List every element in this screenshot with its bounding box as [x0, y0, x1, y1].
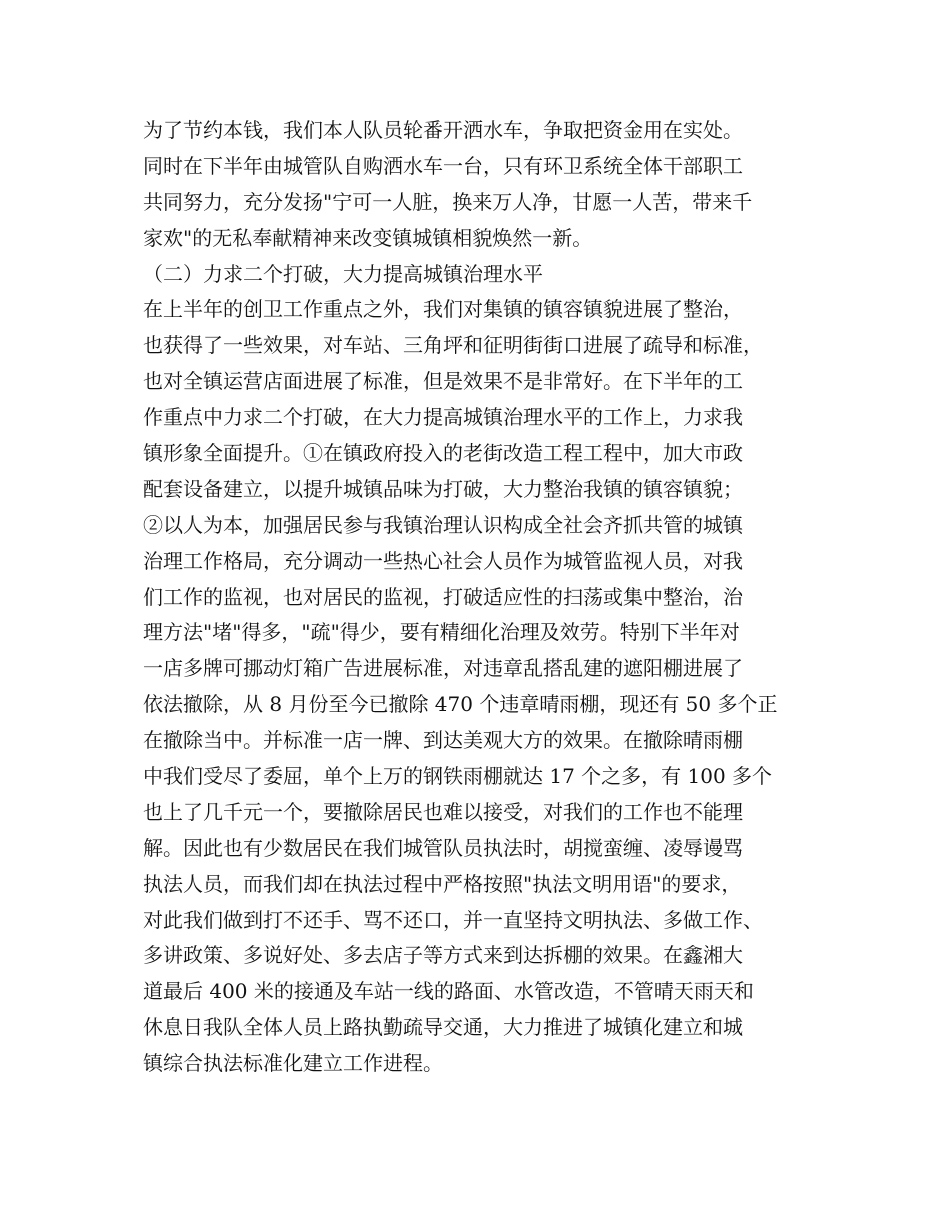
text-line: 也获得了一些效果，对车站、三角坪和征明街街口进展了疏导和标准， [143, 333, 763, 358]
text-line: 依法撤除，从 8 月份至今已撤除 470 个违章晴雨棚，现还有 50 多个正 [143, 692, 778, 717]
text-line: 对此我们做到打不还手、骂不还口，并一直坚持文明执法、多做工作、 [143, 907, 763, 932]
text-line: 在上半年的创卫工作重点之外，我们对集镇的镇容镇貌进展了整治， [143, 297, 743, 322]
text-line: 镇综合执法标准化建立工作进程。 [143, 1051, 443, 1076]
text-line: 一店多牌可挪动灯箱广告进展标准，对违章乱搭乱建的遮阳棚进展了 [143, 656, 743, 681]
text-line: 作重点中力求二个打破，在大力提高城镇治理水平的工作上，力求我 [143, 405, 743, 430]
text-line: 理方法"堵"得多，"疏"得少，要有精细化治理及效劳。特别下半年对 [143, 620, 740, 645]
text-line: 同时在下半年由城管队自购洒水车一台，只有环卫系统全体干部职工 [143, 153, 743, 178]
text-line: 配套设备建立，以提升城镇品味为打破，大力整治我镇的镇容镇貌； [143, 476, 743, 501]
body-text [143, 113, 833, 1082]
text-line: ②以人为本，加强居民参与我镇治理认识构成全社会齐抓共管的城镇 [143, 512, 743, 537]
text-line: 中我们受尽了委屈，单个上万的钢铁雨棚就达 17 个之多，有 100 多个 [143, 764, 773, 789]
text-line: 在撤除当中。并标准一店一牌、到达美观大方的效果。在撤除晴雨棚 [143, 728, 743, 753]
text-line: 道最后 400 米的接通及车站一线的路面、水管改造，不管晴天雨天和 [143, 979, 754, 1004]
text-line: 休息日我队全体人员上路执勤疏导交通，大力推进了城镇化建立和城 [143, 1015, 743, 1040]
text-line: 执法人员，而我们却在执法过程中严格按照"执法文明用语"的要求， [143, 871, 742, 896]
text-line: 也上了几千元一个，要撤除居民也难以接受，对我们的工作也不能理 [143, 799, 743, 824]
text-line: 共同努力，充分发扬"宁可一人脏，换来万人净，甘愿一人苦，带来千 [143, 189, 753, 214]
text-line: 家欢"的无私奉献精神来改变镇城镇相貌焕然一新。 [143, 225, 593, 250]
text-line: 们工作的监视，也对居民的监视，打破适应性的扫荡或集中整治，治 [143, 584, 743, 609]
text-line: 治理工作格局，充分调动一些热心社会人员作为城管监视人员，对我 [143, 548, 743, 573]
text-line: 镇形象全面提升。①在镇政府投入的老街改造工程工程中，加大市政 [143, 441, 743, 466]
text-line: 为了节约本钱，我们本人队员轮番开洒水车，争取把资金用在实处。 [143, 118, 743, 142]
section-heading: （二）力求二个打破，大力提高城镇治理水平 [143, 261, 543, 286]
text-line: 也对全镇运营店面进展了标准，但是效果不是非常好。在下半年的工 [143, 369, 743, 394]
text-line: 多讲政策、多说好处、多去店子等方式来到达拆棚的效果。在鑫湘大 [143, 943, 743, 968]
text-line: 解。因此也有少数居民在我们城管队员执法时，胡搅蛮缠、凌辱谩骂 [143, 835, 743, 860]
